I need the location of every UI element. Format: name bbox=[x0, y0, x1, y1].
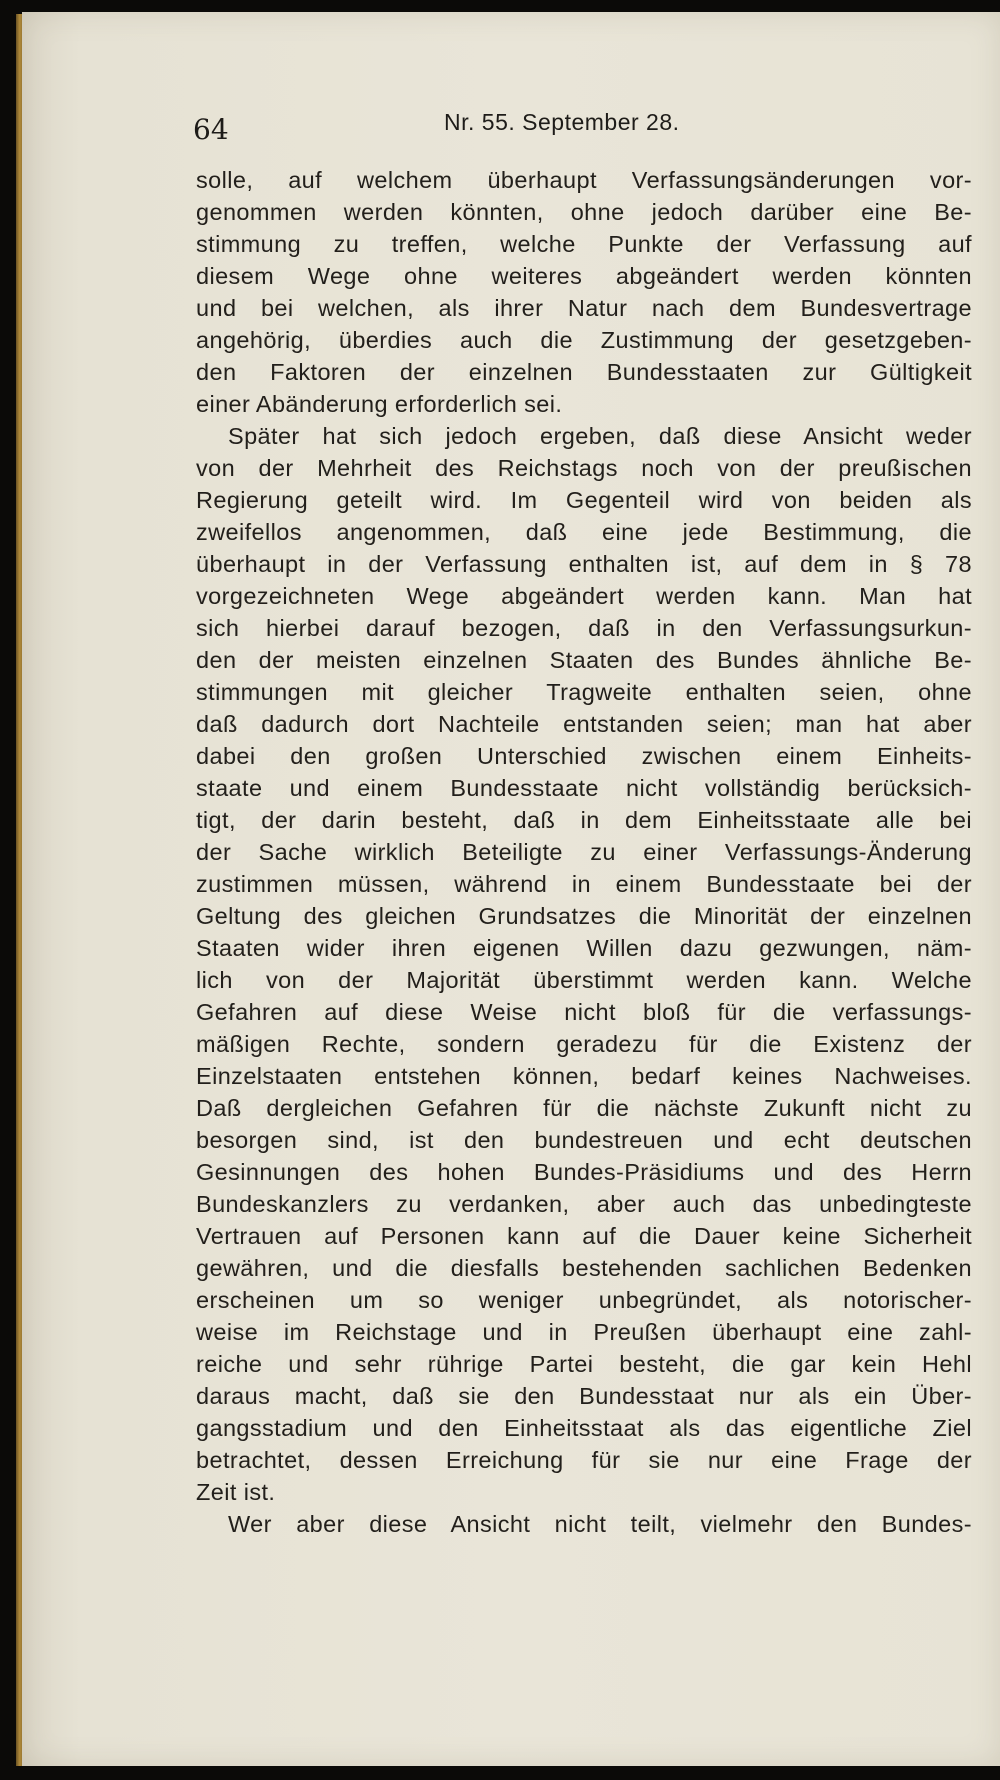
text-line: zweifellos angenommen, daß eine jede Bestimmung, die bbox=[196, 519, 972, 545]
text-line: Einzelstaaten entstehen können, bedarf keines Nachweises. bbox=[196, 1063, 972, 1089]
text-line: der Sache wirklich Beteiligte zu einer Verfassungs-Änderung bbox=[196, 839, 972, 865]
text-line: lich von der Majorität überstimmt werden kann. Welche bbox=[196, 967, 972, 993]
text-line: daraus macht, daß sie den Bundesstaat nur als ein Über- bbox=[196, 1383, 972, 1409]
text-line: Gefahren auf diese Weise nicht bloß für die verfassungs- bbox=[196, 999, 972, 1025]
text-line: stimmungen mit gleicher Tragweite enthalten seien, ohne bbox=[196, 679, 972, 705]
text-line: den Faktoren der einzelnen Bundesstaaten zur Gültigkeit bbox=[196, 359, 972, 385]
text-line: einer Abänderung erforderlich sei. bbox=[196, 391, 563, 417]
text-line: überhaupt in der Verfassung enthalten ist, auf dem in § 78 bbox=[196, 551, 972, 577]
text-line: den der meisten einzelnen Staaten des Bundes ähnliche Be- bbox=[196, 647, 972, 673]
running-head: Nr. 55. September 28. bbox=[444, 109, 680, 135]
text-line: Regierung geteilt wird. Im Gegenteil wird von beiden als bbox=[196, 487, 972, 513]
text-line: Geltung des gleichen Grundsatzes die Minorität der einzelnen bbox=[196, 903, 972, 929]
text-line: und bei welchen, als ihrer Natur nach dem Bundesvertrage bbox=[196, 295, 972, 321]
text-line: stimmung zu treffen, welche Punkte der Verfassung auf bbox=[196, 231, 972, 257]
text-line: Zeit ist. bbox=[196, 1479, 276, 1505]
paragraph-start-line: Wer aber diese Ansicht nicht teilt, vielmehr den Bundes- bbox=[228, 1511, 972, 1537]
text-line: vorgezeichneten Wege abgeändert werden kann. Man hat bbox=[196, 583, 972, 609]
text-line: Staaten wider ihren eigenen Willen dazu gezwungen, näm- bbox=[196, 935, 972, 961]
text-line: Bundeskanzlers zu verdanken, aber auch das unbedingteste bbox=[196, 1191, 972, 1217]
text-line: reiche und sehr rührige Partei besteht, die gar kein Hehl bbox=[196, 1351, 972, 1377]
text-line: diesem Wege ohne weiteres abgeändert werden könnten bbox=[196, 263, 972, 289]
text-line: daß dadurch dort Nachteile entstanden seien; man hat aber bbox=[196, 711, 972, 737]
text-line: von der Mehrheit des Reichstags noch von der preußischen bbox=[196, 455, 972, 481]
text-line: angehörig, überdies auch die Zustimmung der gesetzgeben- bbox=[196, 327, 972, 353]
text-line: Daß dergleichen Gefahren für die nächste Zukunft nicht zu bbox=[196, 1095, 972, 1121]
text-line: sich hierbei darauf bezogen, daß in den Verfassungsurkun- bbox=[196, 615, 972, 641]
text-line: Gesinnungen des hohen Bundes-Präsidiums und des Herrn bbox=[196, 1159, 972, 1185]
text-line: dabei den großen Unterschied zwischen einem Einheits- bbox=[196, 743, 972, 769]
text-line: mäßigen Rechte, sondern geradezu für die Existenz der bbox=[196, 1031, 972, 1057]
text-line: zustimmen müssen, während in einem Bundesstaate bei der bbox=[196, 871, 972, 897]
text-line: betrachtet, dessen Erreichung für sie nur eine Frage der bbox=[196, 1447, 972, 1473]
text-line: solle, auf welchem überhaupt Verfassungsänderungen vor- bbox=[196, 167, 972, 193]
body-text bbox=[196, 164, 972, 1540]
text-line: Vertrauen auf Personen kann auf die Dauer keine Sicherheit bbox=[196, 1223, 972, 1249]
text-line: gewähren, und die diesfalls bestehenden sachlichen Bedenken bbox=[196, 1255, 972, 1281]
page-header bbox=[0, 107, 1000, 147]
text-line: weise im Reichstage und in Preußen überhaupt eine zahl- bbox=[196, 1319, 972, 1345]
text-line: erscheinen um so weniger unbegründet, als notorischer- bbox=[196, 1287, 972, 1313]
text-line: genommen werden könnten, ohne jedoch darüber eine Be- bbox=[196, 199, 972, 225]
text-line: besorgen sind, ist den bundestreuen und echt deutschen bbox=[196, 1127, 972, 1153]
text-line: tigt, der darin besteht, daß in dem Einheitsstaate alle bei bbox=[196, 807, 972, 833]
text-line: staate und einem Bundesstaate nicht vollständig berücksich- bbox=[196, 775, 972, 801]
page-number: 64 bbox=[193, 113, 229, 146]
text-line: gangsstadium und den Einheitsstaat als das eigentliche Ziel bbox=[196, 1415, 972, 1441]
paragraph-start-line: Später hat sich jedoch ergeben, daß diese Ansicht weder bbox=[228, 423, 972, 449]
